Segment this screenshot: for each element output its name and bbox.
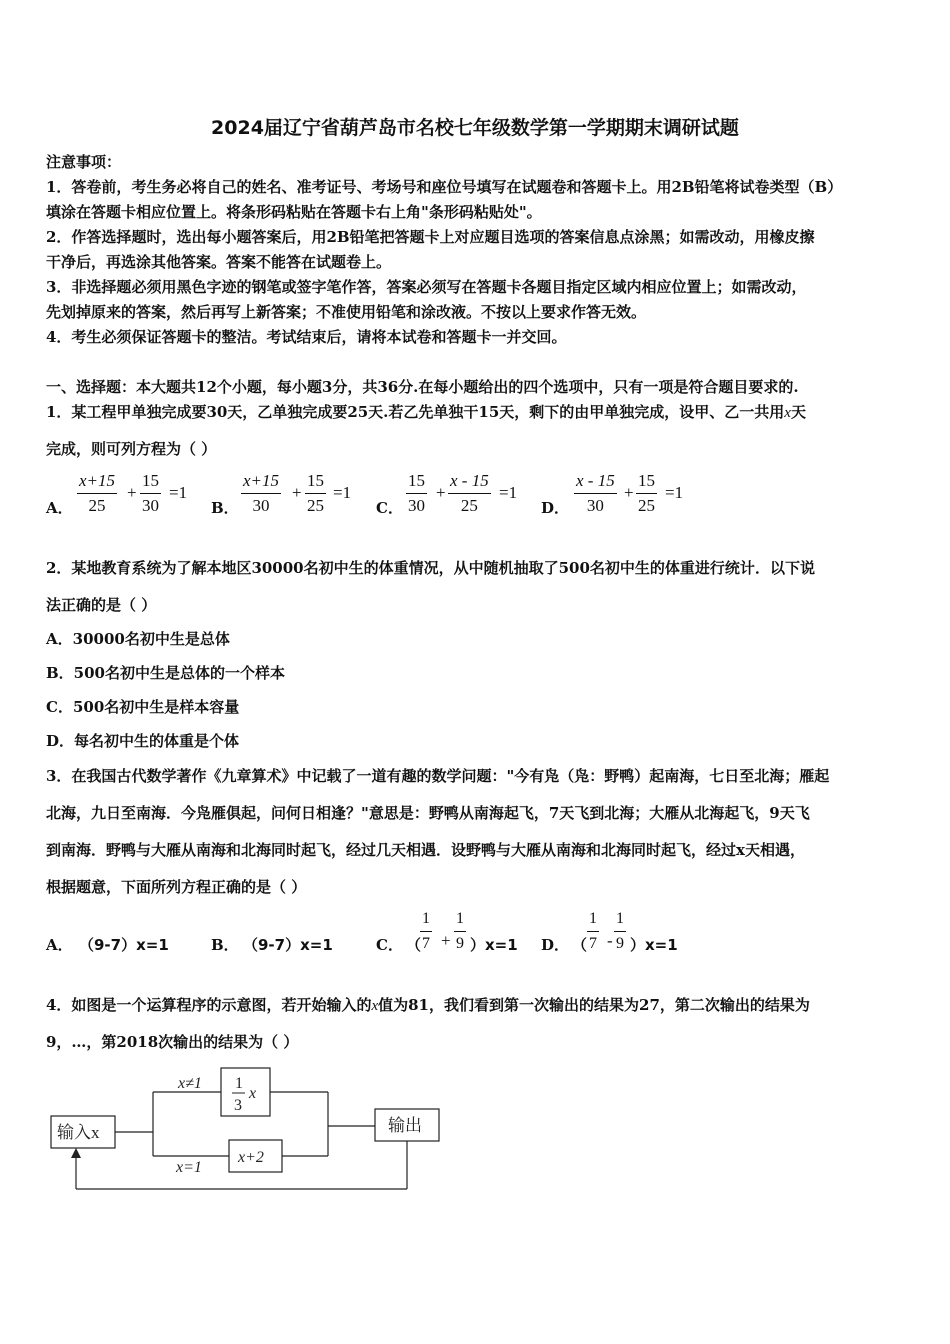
- notice-line: 1．答卷前，考生务必将自己的姓名、准考证号、考场号和座位号填写在试题卷和答题卡上。用2B铅笔将试卷类型（B）: [46, 178, 843, 196]
- notice-line: 填涂在答题卡相应位置上。将条形码粘贴在答题卡右上角"条形码粘贴处"。: [46, 203, 542, 221]
- page-title: 2024届辽宁省葫芦岛市名校七年级数学第一学期期末调研试题: [211, 117, 739, 139]
- arrow-head-icon: [71, 1148, 81, 1158]
- q3-stem-line: 根据题意，下面所列方程正确的是（ ）: [46, 878, 307, 896]
- notice-line: 3．非选择题必须用黑色字迹的钢笔或签字笔作答，答案必须写在答题卡各题目指定区域内相应位置上；如需改动，: [46, 278, 807, 296]
- q1-c-fraction-2: $\frac{x - 15}{25}$: [450, 471, 489, 515]
- q2-option-a[interactable]: A．30000名初中生是总体: [46, 630, 230, 648]
- q3-option-c-label[interactable]: C．: [376, 936, 403, 954]
- q1-option-b-label[interactable]: B．: [211, 499, 239, 517]
- q1-b-fraction-1: $\frac{x+15}{30}$: [243, 471, 280, 515]
- q2-stem-line1: 2．某地教育系统为了解本地区30000名初中生的体重情况，从中随机抽取了500名初中生的体重进行统计．以下说: [46, 559, 815, 577]
- flow-frac-den: 3: [234, 1097, 242, 1114]
- plus-sign: +: [292, 483, 302, 502]
- flow-input-label: 输入x: [57, 1123, 100, 1142]
- q1-d-fraction-1: $\frac{x - 15}{30}$: [576, 471, 615, 515]
- q1-d-fraction-2: $\frac{15}{25}$: [638, 471, 655, 515]
- input-box: [51, 1116, 115, 1148]
- q3-option-d-label[interactable]: D．: [541, 936, 570, 954]
- q1-option-c-label[interactable]: C．: [376, 499, 403, 517]
- notice-line: 先划掉原来的答案，然后再写上新答案；不准使用铅笔和涂改液。不按以上要求作答无效。: [46, 303, 647, 321]
- q3-option-c-tail: ）x=1: [470, 936, 518, 954]
- q2-option-d[interactable]: D．每名初中生的体重是个体: [46, 732, 240, 750]
- add-box: [229, 1140, 282, 1172]
- q1-c-fraction-1: $\frac{15}{30}$: [408, 471, 425, 515]
- q3-option-b[interactable]: （9-7）x=1: [243, 936, 333, 954]
- notice-line: 干净后，再选涂其他答案。答案不能答在试题卷上。: [46, 253, 392, 271]
- q2-stem-line2: 法正确的是（ ）: [46, 596, 157, 614]
- q1-b-fraction-2: $\frac{15}{25}$: [307, 471, 324, 515]
- output-box: [375, 1109, 439, 1141]
- q3-c-fraction-1: $\frac{1}{7}$: [422, 910, 430, 952]
- q3-stem-line: 3．在我国古代数学著作《九章算术》中记载了一道有趣的数学问题："今有凫（凫：野鸭）起南海，七日至北海；雁起: [46, 767, 830, 785]
- q3-c-fraction-2: $\frac{1}{9}$: [456, 910, 464, 952]
- q1-option-a-label[interactable]: A．: [46, 499, 73, 517]
- equals-one: =1: [499, 483, 518, 502]
- paren-open: （: [406, 936, 422, 954]
- q1-a-fraction-1: $\frac{x+15}{25}$: [79, 471, 116, 515]
- q3-option-a[interactable]: （9-7）x=1: [79, 936, 169, 954]
- plus-sign: +: [624, 483, 634, 502]
- notice-heading: 注意事项：: [46, 153, 122, 171]
- q1-stem-line1: 1．某工程甲单独完成要30天，乙单独完成要25天.若乙先单独干15天，剩下的由甲单独完成，设甲、乙一共用x天: [46, 403, 806, 421]
- multiply-box: [221, 1068, 270, 1116]
- q3-option-d-tail: ）x=1: [630, 936, 678, 954]
- q2-option-c[interactable]: C．500名初中生是样本容量: [46, 698, 240, 716]
- equals-one: =1: [333, 483, 352, 502]
- flow-cond-top: x≠1: [178, 1075, 202, 1092]
- q3-option-a-label[interactable]: A．: [46, 936, 73, 954]
- plus-sign: +: [436, 483, 446, 502]
- flow-add-label: x+2: [238, 1149, 264, 1166]
- paren-open: （: [572, 936, 588, 954]
- flow-frac-var: x: [249, 1085, 257, 1102]
- flow-cond-bottom: x=1: [176, 1159, 202, 1176]
- q4-stem-line1: 4．如图是一个运算程序的示意图，若开始输入的x值为81，我们看到第一次输出的结果为27，第二次输出的结果为: [46, 996, 810, 1014]
- q2-option-b[interactable]: B．500名初中生是总体的一个样本: [46, 664, 285, 682]
- q1-a-fraction-2: $\frac{15}{30}$: [142, 471, 159, 515]
- q3-option-b-label[interactable]: B．: [211, 936, 239, 954]
- q3-stem-line: 北海，九日至南海．今凫雁俱起，问何日相逢？"意思是：野鸭从南海起飞，7天飞到北海；大雁从北海起飞，9天飞: [46, 804, 810, 822]
- equals-one: =1: [169, 483, 188, 502]
- plus-sign: +: [127, 483, 137, 502]
- flow-output-label: 输出: [388, 1116, 422, 1135]
- q1-stem-line2: 完成，则可列方程为（ ）: [46, 440, 217, 458]
- notice-line: 4．考生必须保证答题卡的整洁。考试结束后，请将本试卷和答题卡一并交回。: [46, 328, 567, 346]
- q3-d-fraction-2: $\frac{1}{9}$: [616, 910, 624, 952]
- q1-option-d-label[interactable]: D．: [541, 499, 570, 517]
- equals-one: =1: [665, 483, 684, 502]
- flow-frac-num: 1: [235, 1075, 243, 1092]
- minus-sign: -: [607, 931, 613, 950]
- q3-d-fraction-1: $\frac{1}{7}$: [589, 910, 597, 952]
- q4-stem-line2: 9，…，第2018次输出的结果为（ ）: [46, 1033, 299, 1051]
- plus-sign: +: [441, 931, 451, 950]
- q3-stem-line: 到南海．野鸭与大雁从南海和北海同时起飞，经过几天相遇．设野鸭与大雁从南海和北海同时起飞，经过x天相遇，: [46, 841, 805, 859]
- section-heading: 一、选择题：本大题共12个小题，每小题3分，共36分.在每小题给出的四个选项中，只有一项是符合题目要求的.: [46, 378, 799, 396]
- notice-line: 2．作答选择题时，选出每小题答案后，用2B铅笔把答题卡上对应题目选项的答案信息点涂黑；如需改动，用橡皮擦: [46, 228, 815, 246]
